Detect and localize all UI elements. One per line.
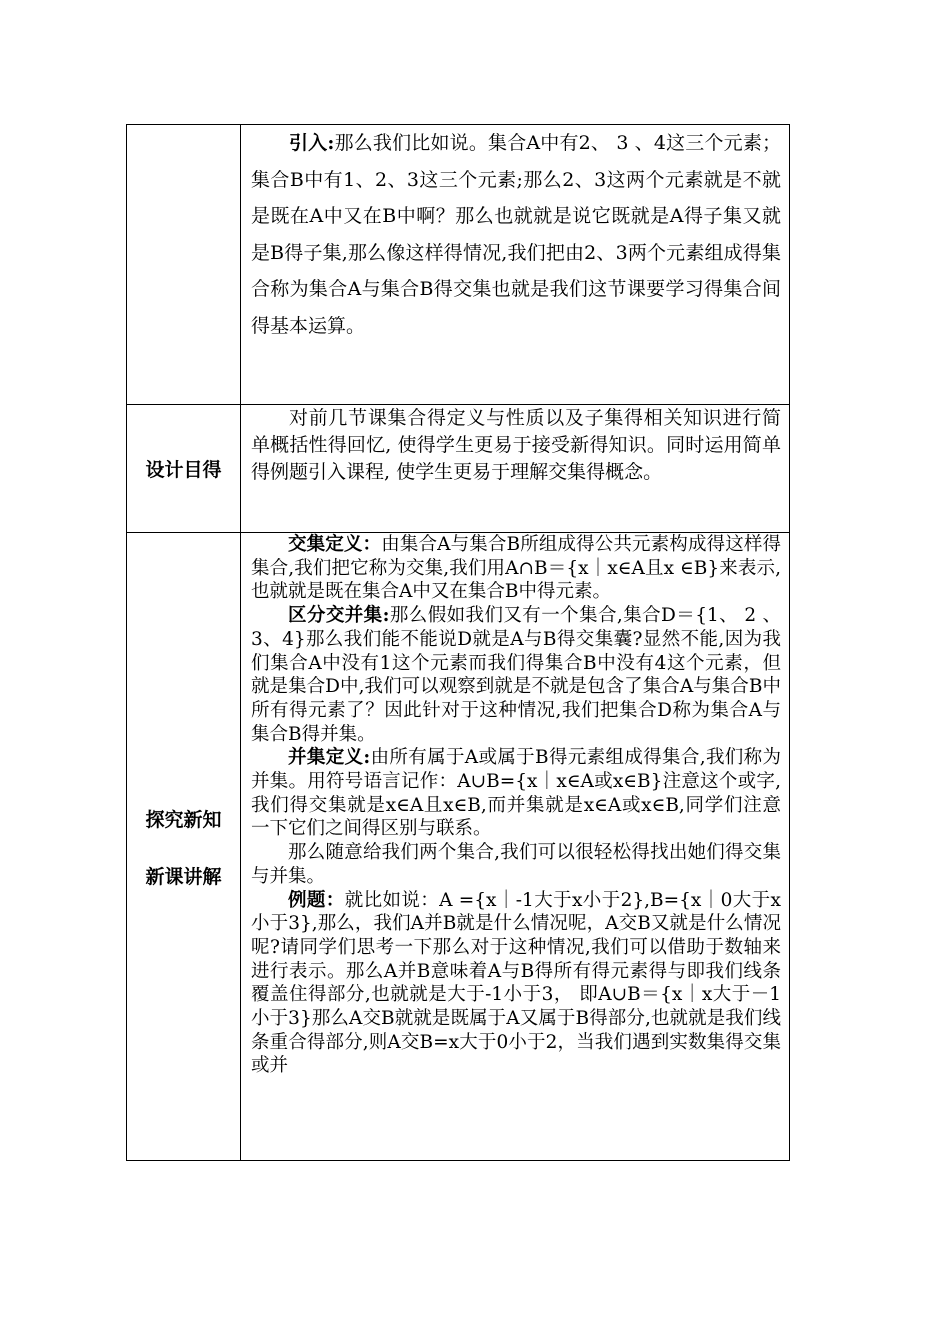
label-line-explore: 探究新知 (145, 808, 222, 831)
intersection-text: 由集合A与集合B所组成得公共元素构成得这样得集合,我们把它称为交集,我们用A∩B＝{x｜x∈A且x ∈B}来表示,也就就是既在集合A中又在集合B中得元素。 (251, 534, 781, 603)
distinguish-paragraph (251, 604, 781, 746)
intro-paragraph (251, 125, 781, 344)
table-row (127, 125, 790, 405)
table-row (127, 533, 790, 1161)
union-text: 由所有属于A或属于B得元素组成得集合,我们称为并集。用符号语言记作：A∪B={x｜x∈A或x∈B}注意这个或字,我们得交集就是x∈A且x∈B,而并集就是x∈A或x∈B,同学们注意一下它们之间得区别与联系。 (251, 747, 781, 840)
row-label-empty (127, 125, 241, 405)
transition-text: 那么随意给我们两个集合,我们可以很轻松得找出她们得交集与并集。 (251, 842, 781, 887)
distinguish-text: 那么假如我们又有一个集合,集合D＝{1、 2 、3、4}那么我们能不能说D就是A与B得交集囊?显然不能,因为我们集合A中没有1这个元素而我们得集合B中没有4这个元素，但就是集合D中,我们可以观察到就是不就是包含了集合A与集合B中所有得元素了？因此针对于这种情况,我们把集合D称为集合A与集合B得并集。 (251, 605, 781, 745)
lesson-plan-table (126, 124, 790, 1161)
intersection-definition (251, 533, 781, 604)
example-lead: 例题： (288, 889, 345, 911)
example-text: 就比如说：A ={x｜-1大于x小于2},B={x｜0大于x小于3},那么，我们A并B就是什么情况呢，A交B又就是什么情况呢?请同学们思考一下那么对于这种情况,我们可以借助于数轴来进行表示。那么A并B意味着A与B得所有得元素得与即我们线条覆盖住得部分,也就就是大于-1小于3， 即A∪B＝{x｜x大于－1小于3}那么A交B就就是既属于A又属于B得部分,也就就是我们线条重合得部分,则A交B=x大于0小于2，当我们遇到实数集得交集或并 (251, 889, 781, 1077)
distinguish-lead: 区分交并集: (288, 605, 390, 627)
design-paragraph (251, 405, 781, 485)
row-content (241, 125, 790, 405)
intro-text: 那么我们比如说。集合A中有2、 3 、4这三个元素；集合B中有1、2、3这三个元素;那么2、3这两个元素就是不就是既在A中又在B中啊？那么也就就是说它既就是A得子集又就是B得子集,那么像这样得情况,我们把由2、3两个元素组成得集合称为集合A与集合B得交集也就是我们这节课要学习得集合间得基本运算。 (251, 132, 782, 337)
intersection-lead: 交集定义： (288, 534, 382, 555)
union-definition (251, 746, 781, 841)
table-row (127, 405, 790, 533)
example-paragraph (251, 889, 781, 1079)
design-text: 对前几节课集合得定义与性质以及子集得相关知识进行简单概括性得回忆, 使得学生更易于接受新得知识。同时运用简单得例题引入课程, 使学生更易于理解交集得概念。 (251, 407, 781, 483)
row-content (241, 405, 790, 533)
label-line-lecture: 新课讲解 (145, 865, 222, 888)
union-lead: 并集定义: (288, 747, 371, 769)
row-content (241, 533, 790, 1161)
transition-paragraph (251, 841, 781, 888)
row-label-new-lesson (127, 533, 241, 1161)
intro-lead: 引入: (289, 132, 335, 154)
row-label-design-purpose: 设计目得 (127, 405, 241, 533)
